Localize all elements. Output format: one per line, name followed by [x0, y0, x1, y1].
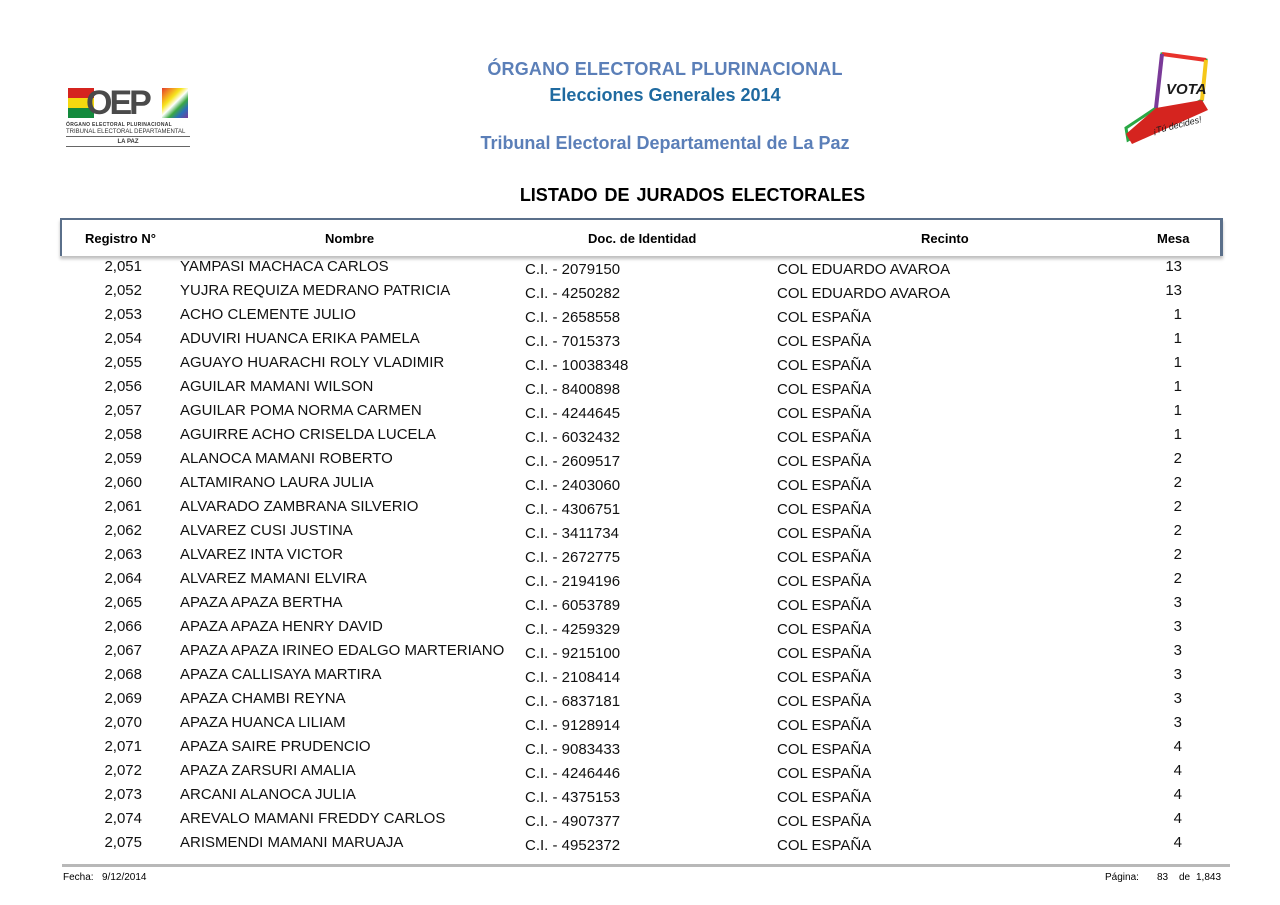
cell-mesa: 1	[1173, 378, 1182, 395]
table-row	[0, 568, 1280, 592]
oep-logo-line1: ÓRGANO ELECTORAL PLURINACIONAL	[66, 122, 173, 128]
cell-nombre: APAZA CALLISAYA MARTIRA	[180, 666, 382, 683]
cell-mesa: 2	[1173, 474, 1182, 491]
wiphala-icon	[162, 88, 188, 118]
cell-nombre: YAMPASI MACHACA CARLOS	[180, 258, 389, 275]
cell-mesa: 3	[1173, 690, 1182, 707]
cell-registro: 2,060	[104, 474, 142, 491]
vota-logo	[1122, 48, 1222, 148]
cell-recinto: COL EDUARDO AVAROA	[777, 261, 951, 278]
cell-mesa: 3	[1173, 594, 1182, 611]
cell-mesa: 13	[1165, 258, 1182, 275]
cell-mesa: 2	[1173, 522, 1182, 539]
cell-registro: 2,075	[104, 834, 142, 851]
cell-recinto: COL ESPAÑA	[777, 789, 872, 806]
cell-doc: C.I. - 4907377	[525, 813, 621, 830]
column-header-bar	[60, 218, 1223, 256]
table-row	[0, 808, 1280, 832]
table-row	[0, 304, 1280, 328]
cell-mesa: 2	[1173, 570, 1182, 587]
footer-date-label: Fecha:	[63, 872, 94, 883]
oep-logo	[66, 86, 190, 154]
cell-nombre: ALVAREZ INTA VICTOR	[180, 546, 344, 563]
cell-recinto: COL ESPAÑA	[777, 501, 872, 518]
cell-registro: 2,073	[104, 786, 142, 803]
cell-registro: 2,065	[104, 594, 142, 611]
footer-date: 9/12/2014	[102, 872, 147, 883]
cell-nombre: AGUILAR POMA NORMA CARMEN	[180, 402, 422, 419]
col-header-recinto: Recinto	[921, 231, 969, 246]
cell-recinto: COL ESPAÑA	[777, 669, 872, 686]
cell-nombre: AGUAYO HUARACHI ROLY VLADIMIR	[180, 354, 445, 371]
col-header-mesa: Mesa	[1157, 231, 1190, 246]
table-row	[0, 712, 1280, 736]
cell-recinto: COL ESPAÑA	[777, 357, 872, 374]
footer-divider	[62, 864, 1230, 867]
table-row	[0, 664, 1280, 688]
cell-registro: 2,061	[104, 498, 142, 515]
cell-doc: C.I. - 7015373	[525, 333, 621, 350]
cell-doc: C.I. - 2194196	[525, 573, 621, 590]
col-header-registro: Registro N°	[85, 231, 156, 246]
cell-doc: C.I. - 4246446	[525, 765, 621, 782]
cell-recinto: COL ESPAÑA	[777, 693, 872, 710]
cell-recinto: COL ESPAÑA	[777, 405, 872, 422]
cell-registro: 2,053	[104, 306, 142, 323]
table-row	[0, 592, 1280, 616]
cell-registro: 2,062	[104, 522, 142, 539]
cell-mesa: 4	[1173, 834, 1182, 851]
event-title: Elecciones Generales 2014	[549, 85, 781, 105]
cell-registro: 2,051	[104, 258, 142, 275]
cell-mesa: 2	[1173, 450, 1182, 467]
table-row	[0, 448, 1280, 472]
tribunal-title: Tribunal Electoral Departamental de La Paz	[480, 133, 850, 153]
cell-registro: 2,066	[104, 618, 142, 635]
table-row	[0, 640, 1280, 664]
cell-doc: C.I. - 10038348	[525, 357, 629, 374]
cell-doc: C.I. - 4375153	[525, 789, 621, 806]
table-row	[0, 496, 1280, 520]
table-row	[0, 616, 1280, 640]
cell-mesa: 1	[1173, 402, 1182, 419]
cell-mesa: 13	[1165, 282, 1182, 299]
cell-registro: 2,058	[104, 426, 142, 443]
cell-registro: 2,071	[104, 738, 142, 755]
cell-recinto: COL ESPAÑA	[777, 813, 872, 830]
cell-registro: 2,057	[104, 402, 142, 419]
cell-doc: C.I. - 4250282	[525, 285, 621, 302]
vota-tagline: ¡Tú decides!	[1152, 114, 1203, 136]
cell-recinto: COL ESPAÑA	[777, 453, 872, 470]
cell-doc: C.I. - 9083433	[525, 741, 621, 758]
cell-registro: 2,056	[104, 378, 142, 395]
cell-nombre: APAZA ZARSURI AMALIA	[180, 762, 356, 779]
cell-nombre: ALVAREZ CUSI JUSTINA	[180, 522, 353, 539]
cell-registro: 2,068	[104, 666, 142, 683]
cell-recinto: COL ESPAÑA	[777, 309, 872, 326]
footer-page-total: 1,843	[1196, 872, 1222, 883]
vota-word: VOTA	[1166, 81, 1207, 98]
cell-doc: C.I. - 8400898	[525, 381, 621, 398]
cell-recinto: COL ESPAÑA	[777, 837, 872, 854]
footer-page-number: 83	[1157, 872, 1169, 883]
cell-doc: C.I. - 4244645	[525, 405, 621, 422]
table-row	[0, 832, 1280, 856]
oep-logo-mark: OEP	[86, 84, 149, 122]
cell-doc: C.I. - 3411734	[525, 525, 619, 542]
cell-nombre: ALTAMIRANO LAURA JULIA	[180, 474, 374, 491]
table-row	[0, 424, 1280, 448]
cell-registro: 2,067	[104, 642, 142, 659]
table-row	[0, 736, 1280, 760]
table-row	[0, 280, 1280, 304]
footer-page-label: Página:	[1105, 872, 1139, 883]
cell-mesa: 3	[1173, 666, 1182, 683]
cell-nombre: AGUILAR MAMANI WILSON	[180, 378, 374, 395]
table-row	[0, 352, 1280, 376]
cell-registro: 2,052	[104, 282, 142, 299]
table-row	[0, 376, 1280, 400]
cell-recinto: COL ESPAÑA	[777, 333, 872, 350]
cell-recinto: COL ESPAÑA	[777, 741, 872, 758]
cell-nombre: ARISMENDI MAMANI MARUAJA	[180, 834, 404, 851]
cell-recinto: COL ESPAÑA	[777, 477, 872, 494]
list-title: LISTADO DE JURADOS ELECTORALES	[519, 185, 866, 205]
cell-registro: 2,055	[104, 354, 142, 371]
cell-registro: 2,072	[104, 762, 142, 779]
cell-mesa: 2	[1173, 546, 1182, 563]
cell-nombre: ALANOCA MAMANI ROBERTO	[180, 450, 393, 467]
cell-registro: 2,070	[104, 714, 142, 731]
cell-doc: C.I. - 4259329	[525, 621, 621, 638]
footer-of-label: de	[1179, 872, 1191, 883]
cell-recinto: COL ESPAÑA	[777, 765, 872, 782]
cell-nombre: APAZA APAZA IRINEO EDALGO MARTERIANO	[180, 642, 505, 659]
cell-mesa: 4	[1173, 762, 1182, 779]
cell-registro: 2,064	[104, 570, 142, 587]
cell-mesa: 4	[1173, 810, 1182, 827]
cell-recinto: COL ESPAÑA	[777, 645, 872, 662]
cell-doc: C.I. - 6032432	[525, 429, 621, 446]
cell-mesa: 1	[1173, 306, 1182, 323]
oep-logo-line3: LA PAZ	[66, 139, 190, 147]
cell-mesa: 2	[1173, 498, 1182, 515]
cell-doc: C.I. - 4306751	[525, 501, 621, 518]
cell-recinto: COL EDUARDO AVAROA	[777, 285, 951, 302]
cell-nombre: APAZA APAZA HENRY DAVID	[180, 618, 383, 635]
table-row	[0, 784, 1280, 808]
cell-mesa: 1	[1173, 426, 1182, 443]
cell-doc: C.I. - 4952372	[525, 837, 621, 854]
cell-mesa: 3	[1173, 618, 1182, 635]
table-row	[0, 472, 1280, 496]
cell-nombre: APAZA APAZA BERTHA	[180, 594, 343, 611]
cell-doc: C.I. - 2108414	[525, 669, 621, 686]
table-row	[0, 544, 1280, 568]
cell-mesa: 3	[1173, 714, 1182, 731]
cell-recinto: COL ESPAÑA	[777, 525, 872, 542]
cell-doc: C.I. - 9128914	[525, 717, 621, 734]
cell-doc: C.I. - 2079150	[525, 261, 621, 278]
cell-nombre: APAZA HUANCA LILIAM	[180, 714, 346, 731]
cell-registro: 2,063	[104, 546, 142, 563]
cell-nombre: APAZA SAIRE PRUDENCIO	[180, 738, 371, 755]
cell-recinto: COL ESPAÑA	[777, 573, 872, 590]
cell-registro: 2,069	[104, 690, 142, 707]
cell-recinto: COL ESPAÑA	[777, 381, 872, 398]
cell-doc: C.I. - 6837181	[525, 693, 621, 710]
cell-mesa: 4	[1173, 738, 1182, 755]
cell-nombre: ADUVIRI HUANCA ERIKA PAMELA	[180, 330, 420, 347]
table-row	[0, 760, 1280, 784]
cell-mesa: 4	[1173, 786, 1182, 803]
cell-registro: 2,059	[104, 450, 142, 467]
table-row	[0, 256, 1280, 280]
cell-doc: C.I. - 9215100	[525, 645, 621, 662]
cell-mesa: 1	[1173, 330, 1182, 347]
cell-recinto: COL ESPAÑA	[777, 597, 872, 614]
oep-logo-line2: TRIBUNAL ELECTORAL DEPARTAMENTAL	[66, 129, 190, 137]
cell-doc: C.I. - 2609517	[525, 453, 621, 470]
cell-doc: C.I. - 2403060	[525, 477, 621, 494]
cell-recinto: COL ESPAÑA	[777, 717, 872, 734]
cell-nombre: ALVAREZ MAMANI ELVIRA	[180, 570, 367, 587]
cell-nombre: ACHO CLEMENTE JULIO	[180, 306, 356, 323]
table-row	[0, 328, 1280, 352]
cell-recinto: COL ESPAÑA	[777, 621, 872, 638]
cell-nombre: APAZA CHAMBI REYNA	[180, 690, 346, 707]
cell-nombre: YUJRA REQUIZA MEDRANO PATRICIA	[180, 282, 451, 299]
cell-registro: 2,054	[104, 330, 142, 347]
cell-mesa: 3	[1173, 642, 1182, 659]
table-row	[0, 688, 1280, 712]
cell-recinto: COL ESPAÑA	[777, 549, 872, 566]
cell-registro: 2,074	[104, 810, 142, 827]
cell-nombre: ALVARADO ZAMBRANA SILVERIO	[180, 498, 419, 515]
cell-doc: C.I. - 2672775	[525, 549, 621, 566]
table-row	[0, 400, 1280, 424]
cell-nombre: ARCANI ALANOCA JULIA	[180, 786, 356, 803]
org-title: ÓRGANO ELECTORAL PLURINACIONAL	[487, 59, 843, 79]
col-header-doc: Doc. de Identidad	[588, 231, 697, 246]
cell-doc: C.I. - 6053789	[525, 597, 621, 614]
col-header-nombre: Nombre	[325, 231, 375, 246]
cell-mesa: 1	[1173, 354, 1182, 371]
cell-doc: C.I. - 2658558	[525, 309, 621, 326]
cell-nombre: AGUIRRE ACHO CRISELDA LUCELA	[180, 426, 436, 443]
cell-nombre: AREVALO MAMANI FREDDY CARLOS	[180, 810, 446, 827]
table-row	[0, 520, 1280, 544]
cell-recinto: COL ESPAÑA	[777, 429, 872, 446]
